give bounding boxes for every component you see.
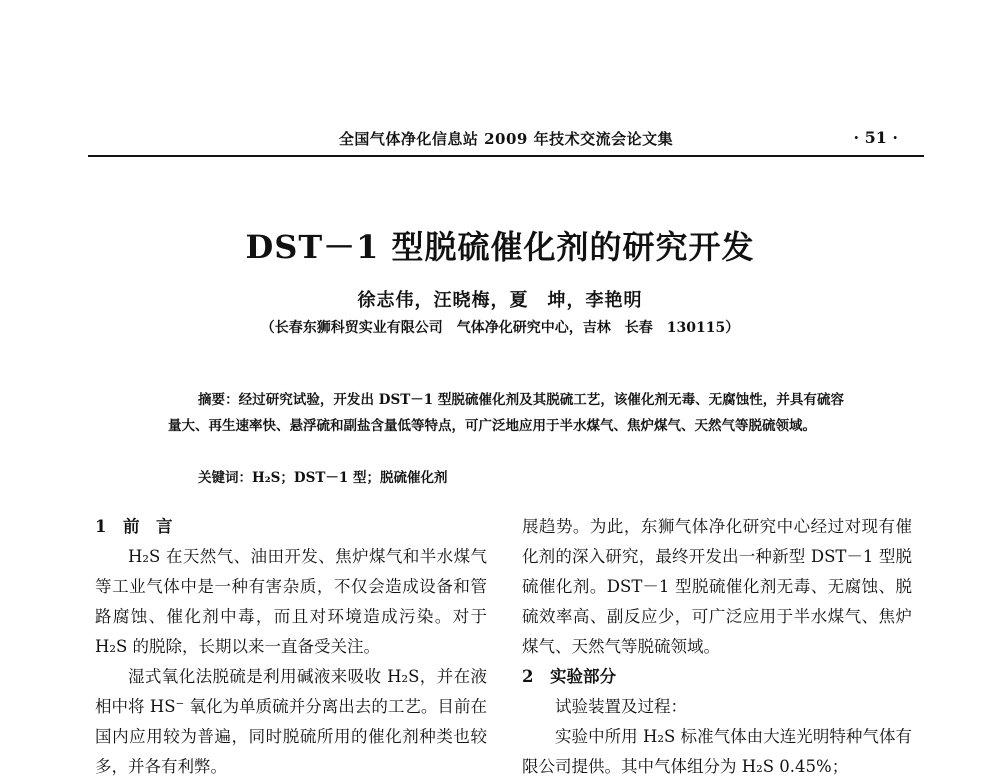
paper-title: DST－1 型脱硫催化剂的研究开发 [245, 228, 755, 266]
running-header-title: 全国气体净化信息站 2009 年技术交流会论文集 [338, 130, 674, 148]
keywords-text: H₂S；DST－1 型；脱硫催化剂 [252, 470, 448, 486]
paragraph: 湿式氧化法脱硫是利用碱液来吸收 H₂S，并在液相中将 HS⁻ 氧化为单质硫并分离出去的工艺。目前在国内应用较为普遍，同时脱硫所用的催化剂种类也较多，并各有利弊。 [95, 667, 487, 776]
header-rule [88, 155, 924, 157]
paragraph-continuation: 展趋势。为此，东狮气体净化研究中心经过对现有催化剂的深入研究，最终开发出一种新型 DST－1 型脱硫催化剂。DST－1 型脱硫催化剂无毒、无腐蚀、脱硫效率高、副反应少，可广泛应用于半水煤气、焦炉煤气、天然气等脱硫领域。 [522, 517, 912, 656]
left-column [95, 512, 487, 782]
authors: 徐志伟，汪晓梅，夏 坤，李艳明 [357, 290, 643, 311]
abstract [168, 387, 844, 439]
paragraph: 实验中所用 H₂S 标准气体由大连光明特种气体有限公司提供。其中气体组分为 H₂S 0.45%； [522, 727, 912, 776]
running-header [88, 128, 924, 152]
section-heading-introduction: 1 前 言 [95, 517, 173, 536]
abstract-label: 摘要： [198, 392, 239, 408]
right-column [522, 512, 912, 782]
subheading: 试验装置及过程： [555, 697, 687, 716]
keywords-label: 关键词： [198, 470, 252, 486]
keywords [198, 465, 844, 491]
page-number: · 51 · [853, 128, 898, 147]
paragraph: H₂S 在天然气、油田开发、焦炉煤气和半水煤气等工业气体中是一种有害杂质，不仅会造成设备和管路腐蚀、催化剂中毒，而且对环境造成污染。对于 H₂S 的脱除，长期以来一直备受关注。 [95, 547, 487, 656]
abstract-text: 经过研究试验，开发出 DST－1 型脱硫催化剂及其脱硫工艺，该催化剂无毒、无腐蚀性，并具有硫容量大、再生速率快、悬浮硫和副盐含量低等特点，可广泛地应用于半水煤气、焦炉煤气、天然气等脱硫领域。 [168, 392, 845, 434]
affiliation: （长春东狮科贸实业有限公司 气体净化研究中心，吉林 长春 130115） [260, 320, 740, 336]
section-heading-experimental: 2 实验部分 [522, 667, 616, 686]
